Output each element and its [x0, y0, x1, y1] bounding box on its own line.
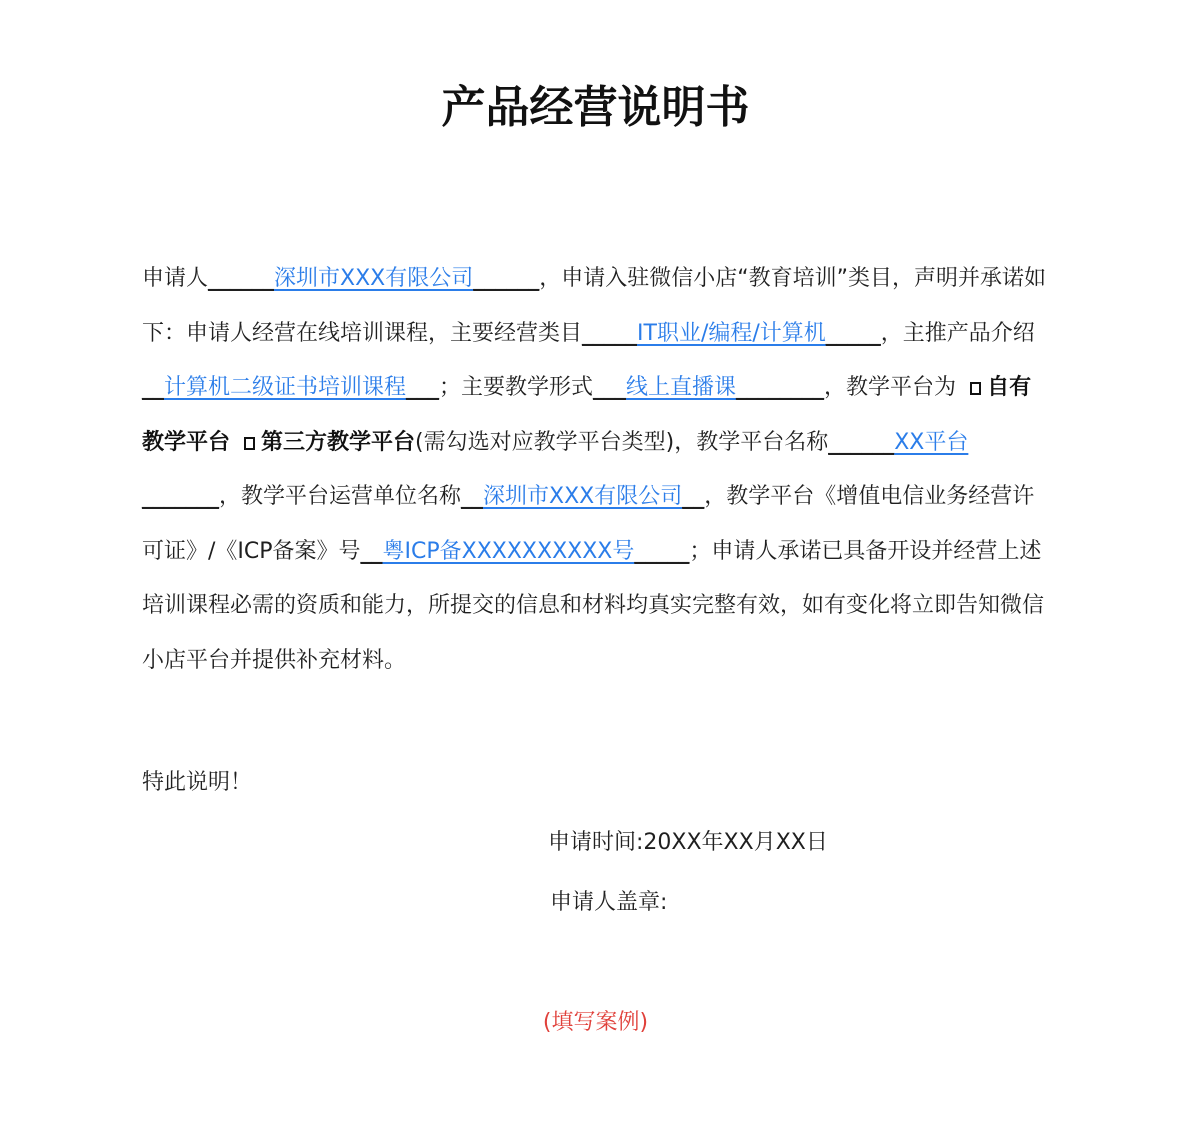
product-value: 计算机二级证书培训课程: [164, 375, 407, 400]
blank-line: _____: [825, 320, 881, 346]
platform-name-value: XX平台: [894, 429, 969, 455]
text-segment: ，申请入驻微信小店“教育培训”类目，声明并承诺如下：申请人经营在线培训课程，主要经营类目: [142, 266, 1047, 346]
text-segment: ；申请人承诺已具备开设并经营上述培训课程必需的资质和能力，所提交的信息和材料均真实完整有效，如有变化将立即告知微信小店平台并提供补充材料。: [142, 538, 1045, 673]
icp-number-value: 粤ICP备XXXXXXXXXX号: [382, 538, 635, 564]
blank-line: _______: [142, 484, 219, 509]
document-title: 产品经营说明书: [441, 82, 750, 133]
text-segment: ，教学平台为: [824, 375, 957, 400]
example-note: (填写案例): [542, 1010, 649, 1035]
blank-line: ______: [208, 266, 275, 291]
blank-line: __: [360, 538, 383, 564]
blank-line: __: [461, 484, 484, 509]
text-segment: ；主要教学形式: [439, 375, 594, 400]
checkbox-third-party-platform[interactable]: [244, 437, 255, 450]
blank-line: __: [142, 375, 164, 400]
checkbox-own-platform[interactable]: [970, 382, 981, 395]
teaching-form-value: 线上直播课: [626, 375, 737, 400]
blank-line: _____: [634, 538, 690, 564]
text-segment: ，主推产品介绍: [880, 320, 1035, 346]
application-date: 申请时间:20XX年XX月XX日: [548, 830, 828, 855]
blank-line: ___: [593, 375, 627, 400]
text-segment: ，教学平台运营单位名称: [219, 484, 462, 509]
blank-line: _____: [582, 320, 638, 346]
option-third-party-platform-label: 第三方教学平台: [261, 429, 416, 455]
applicant-name-value: 深圳市XXX有限公司: [274, 266, 474, 291]
applicant-seal: 申请人盖章:: [550, 890, 668, 915]
blank-line: ______: [473, 266, 540, 291]
blank-line: ___: [406, 375, 440, 400]
category-value: IT职业/编程/计算机: [637, 320, 826, 346]
text-segment: (需勾选对应教学平台类型)，教学平台名称: [415, 429, 829, 455]
blank-line: ______: [828, 429, 895, 455]
blank-line: __: [682, 484, 705, 509]
text-applicant-label: 申请人: [142, 266, 209, 291]
closing-statement: 特此说明！: [142, 770, 253, 795]
operator-value: 深圳市XXX有限公司: [483, 484, 683, 509]
option-own-platform-label: 自有教学平台: [142, 375, 1032, 455]
blank-line: ________: [736, 375, 825, 400]
declaration-paragraph: [142, 252, 1052, 688]
text-segment: ，教学平台《增值电信业务经营许可证》/《ICP备案》号: [142, 484, 1035, 564]
